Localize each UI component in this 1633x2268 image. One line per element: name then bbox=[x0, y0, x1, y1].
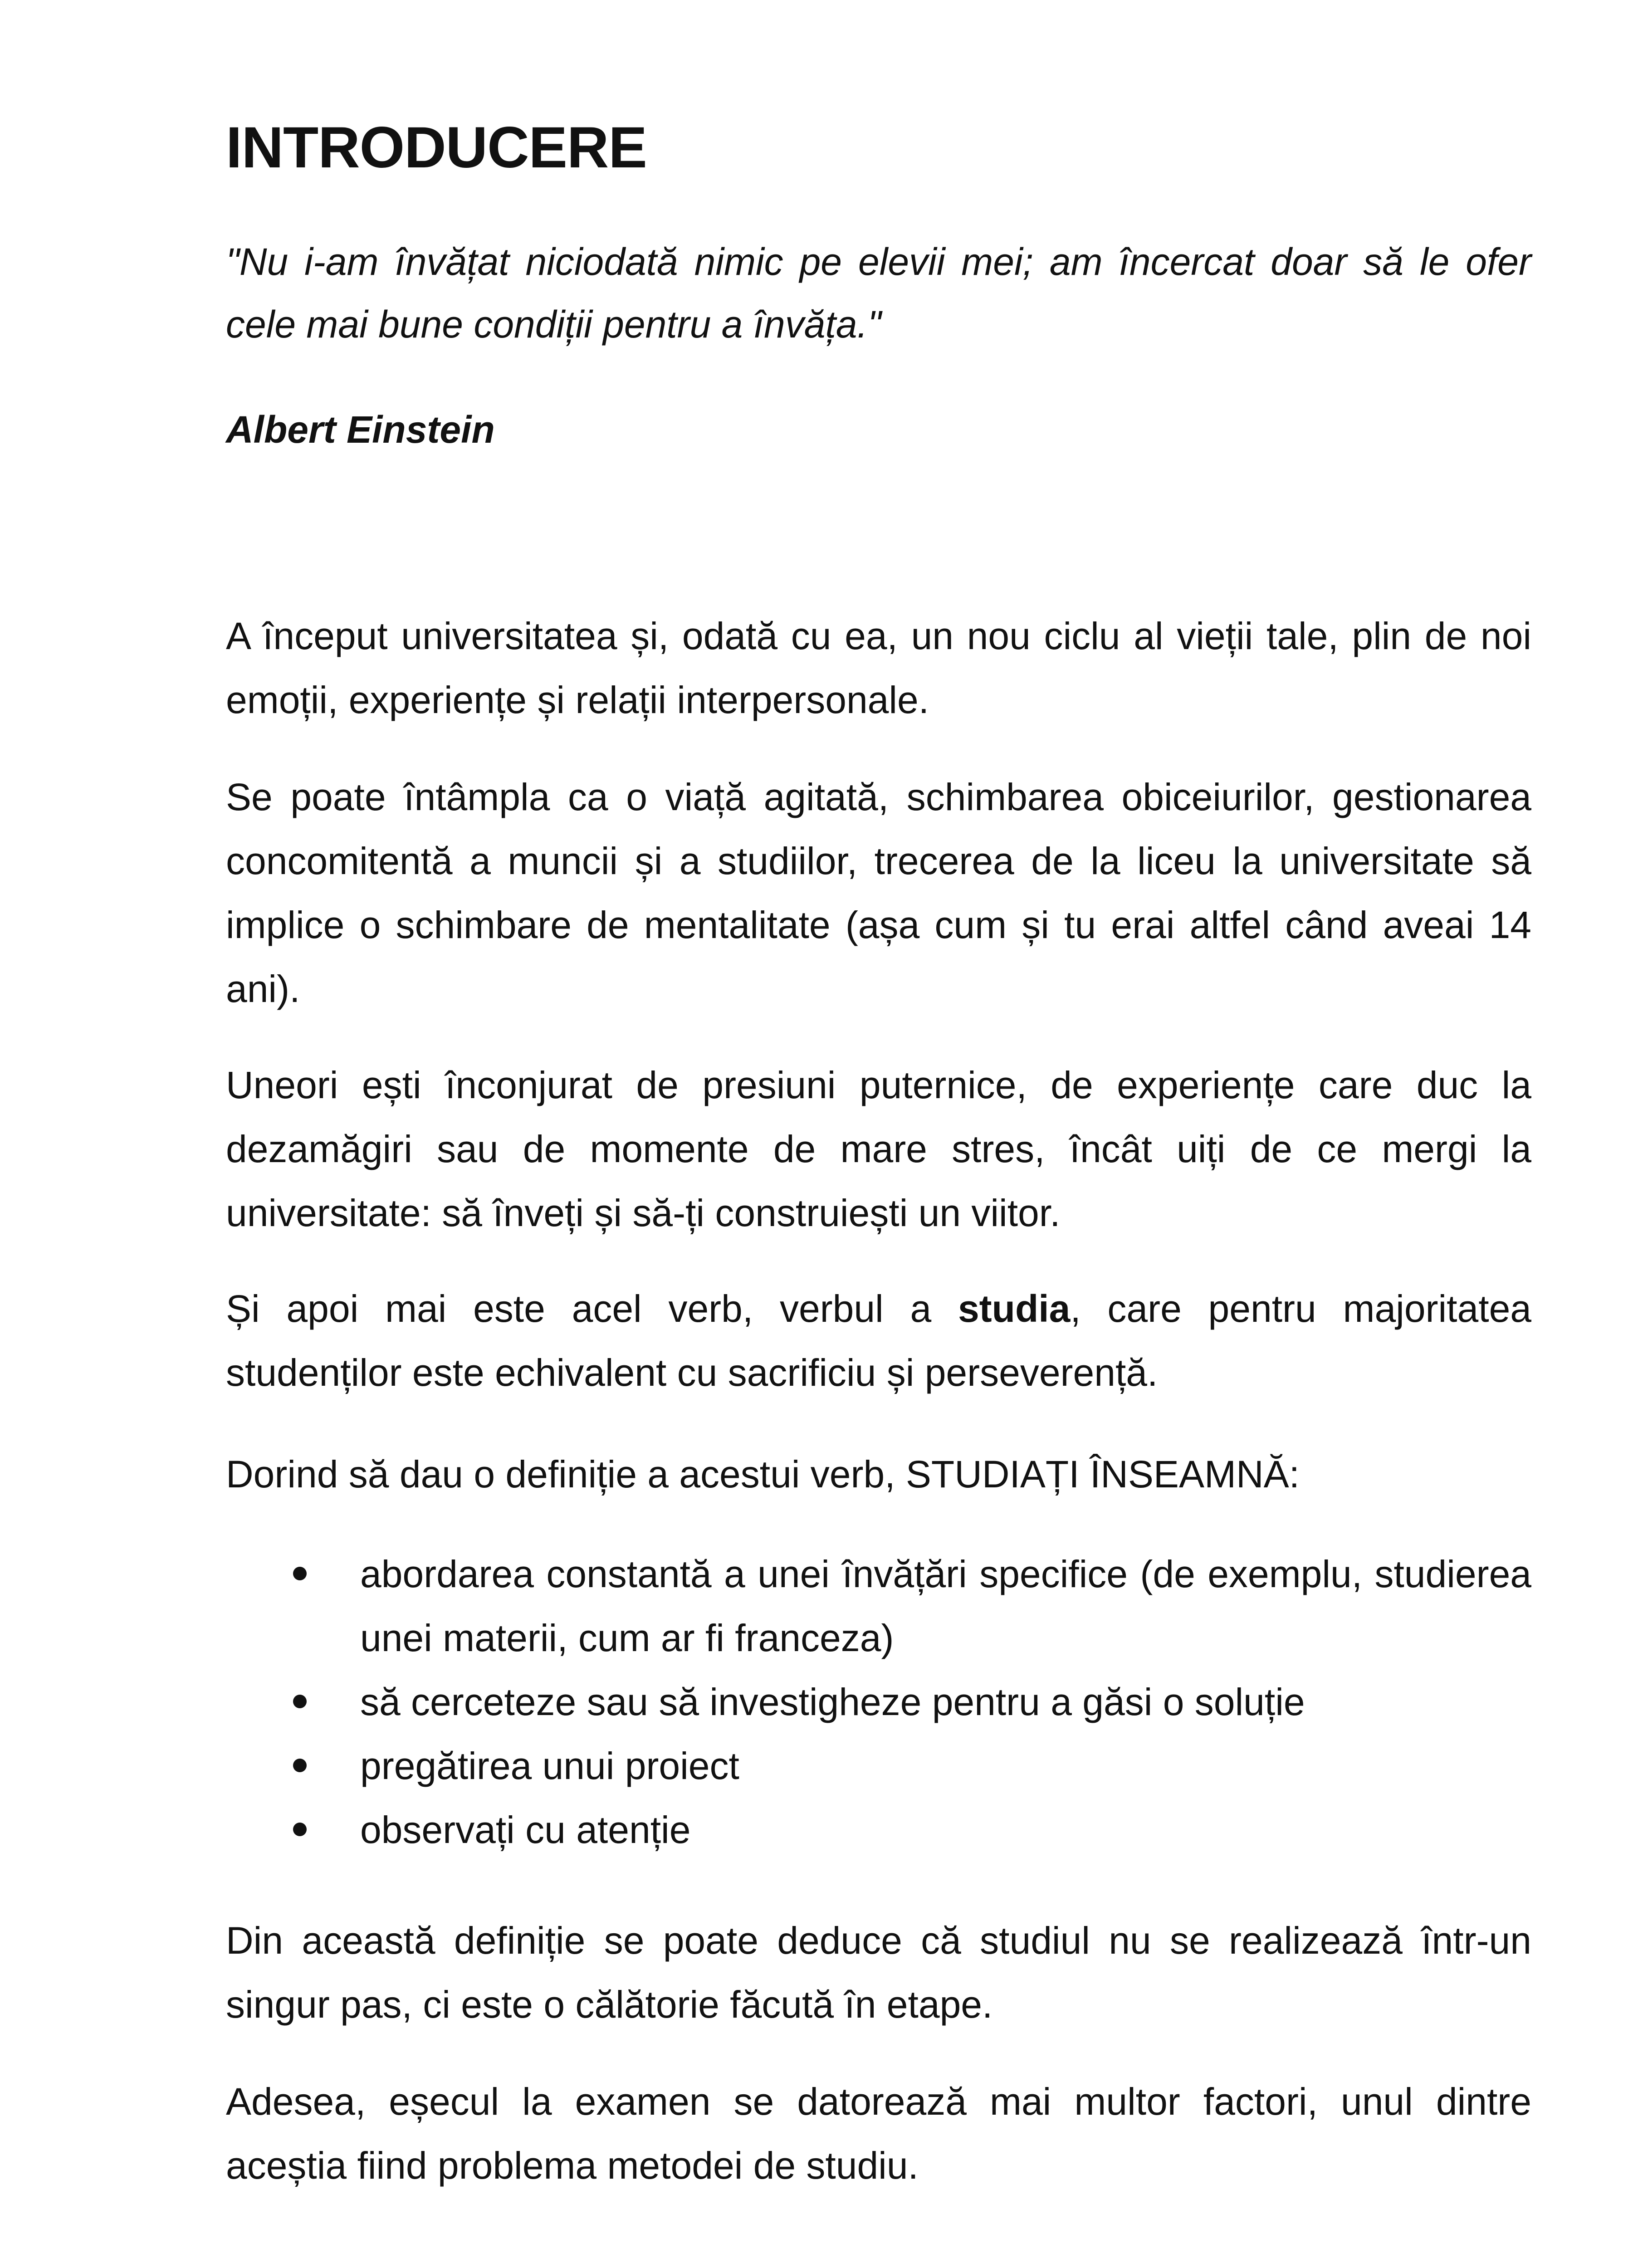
list-item-text: să cerceteze sau să investigheze pentru a găsi o soluție bbox=[360, 1681, 1305, 1723]
paragraph-3: Uneori ești înconjurat de presiuni puternice, de experiențe care duc la dezamăgiri sau de momente de mare stres, încât uiți de ce mergi la universitate: să înveți și să-ți construiești un viitor. bbox=[226, 1064, 1531, 1234]
list-item bbox=[226, 1670, 1531, 1734]
paragraph-4-text-start: Și apoi mai este acel verb, verbul a bbox=[226, 1287, 958, 1330]
paragraph-4 bbox=[226, 1277, 1531, 1405]
bullet-icon bbox=[293, 1823, 307, 1836]
paragraph-2: Se poate întâmpla ca o viață agitată, schimbarea obiceiurilor, gestionarea concomitentă a muncii și a studiilor, trecerea de la liceu la universitate să implice o schimbare de mentalitate (așa cum și tu erai altfel când aveai 14 ani). bbox=[226, 776, 1531, 1010]
epigraph-quote: "Nu i-am învățat niciodată nimic pe elevii mei; am încercat doar să le ofer cele mai bune condiții pentru a învăța." bbox=[226, 240, 1531, 346]
bullet-icon bbox=[293, 1695, 307, 1708]
paragraph-4-text-end: , care pentru majoritatea studenților este echivalent cu sacrificiu și perseverență. bbox=[226, 1287, 1532, 1394]
list-item bbox=[226, 1734, 1531, 1798]
bullet-icon bbox=[293, 1759, 307, 1772]
list-item bbox=[226, 1542, 1531, 1670]
definition-list bbox=[226, 1542, 1531, 1862]
paragraph-7: Adesea, eșecul la examen se datorează mai multor factori, unul dintre aceștia fiind problema metodei de studiu. bbox=[226, 2080, 1531, 2187]
paragraph-6: Din această definiție se poate deduce că studiul nu se realizează într-un singur pas, ci este o călătorie făcută în etape. bbox=[226, 1919, 1531, 2026]
epigraph-author: Albert Einstein bbox=[226, 408, 495, 451]
bullet-icon bbox=[293, 1567, 307, 1580]
list-item-text: pregătirea unui proiect bbox=[360, 1745, 739, 1787]
paragraph-5: Dorind să dau o definiție a acestui verb, STUDIAȚI ÎNSEAMNĂ: bbox=[226, 1453, 1300, 1496]
paragraph-4-bold-word: studia bbox=[958, 1287, 1071, 1330]
paragraph-1: A început universitatea și, odată cu ea, un nou ciclu al vieții tale, plin de noi emoții, experiențe și relații interpersonale. bbox=[226, 615, 1531, 721]
list-item-text: observați cu atenție bbox=[360, 1809, 691, 1851]
page-title: INTRODUCERE bbox=[226, 115, 647, 180]
list-item bbox=[226, 1798, 1531, 1862]
list-item-text: abordarea constantă a unei învățări specifice (de exemplu, studierea unei materii, cum ar fi franceza) bbox=[360, 1553, 1531, 1659]
